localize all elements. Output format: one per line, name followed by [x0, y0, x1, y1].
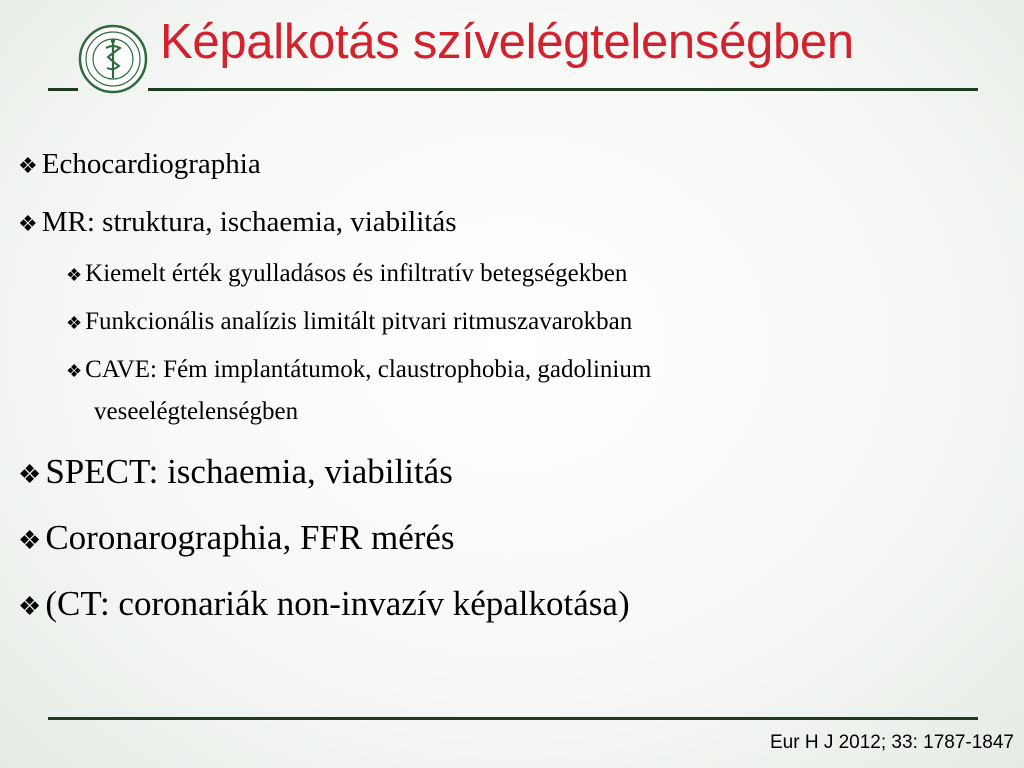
diamond-bullet-icon: ❖ [66, 313, 83, 333]
diamond-bullet-icon: ❖ [18, 211, 38, 236]
sub-bullet-item [66, 308, 632, 336]
bullet-continuation: veseelégtelenségben [94, 398, 299, 425]
bullet-item [18, 206, 457, 239]
bullet-text: Coronarographia, FFR mérés [45, 518, 455, 557]
sub-bullet-item [66, 356, 651, 384]
bullet-text: Funkcionális analízis limitált pitvari ritmuszavarokban [85, 308, 633, 335]
footer-rule [48, 717, 978, 720]
bullet-text: Echocardiographia [41, 148, 261, 180]
bullet-item [18, 584, 630, 624]
diamond-bullet-icon: ❖ [18, 526, 42, 555]
citation-text: Eur H J 2012; 33: 1787-1847 [769, 732, 1014, 753]
bullet-text: SPECT: ischaemia, viabilitás [45, 452, 453, 491]
diamond-bullet-icon: ❖ [18, 460, 42, 489]
diamond-bullet-icon: ❖ [18, 153, 38, 178]
diamond-bullet-icon: ❖ [66, 361, 83, 381]
bullet-text: CAVE: Fém implantátumok, claustrophobia, gadolinium [85, 356, 652, 383]
bullet-text: MR: struktura, ischaemia, viabilitás [41, 206, 457, 238]
slide-title: Képalkotás szívelégtelenségben [160, 15, 854, 69]
diamond-bullet-icon: ❖ [66, 265, 83, 285]
diamond-bullet-icon: ❖ [18, 592, 42, 621]
bullet-item [18, 148, 261, 181]
sub-bullet-item [66, 260, 627, 288]
bullet-item [18, 452, 453, 492]
bullet-text: Kiemelt érték gyulladásos és infiltratív betegségekben [85, 260, 628, 287]
bullet-text: (CT: coronariák non-invazív képalkotása) [45, 584, 630, 623]
bullet-item [18, 518, 455, 558]
